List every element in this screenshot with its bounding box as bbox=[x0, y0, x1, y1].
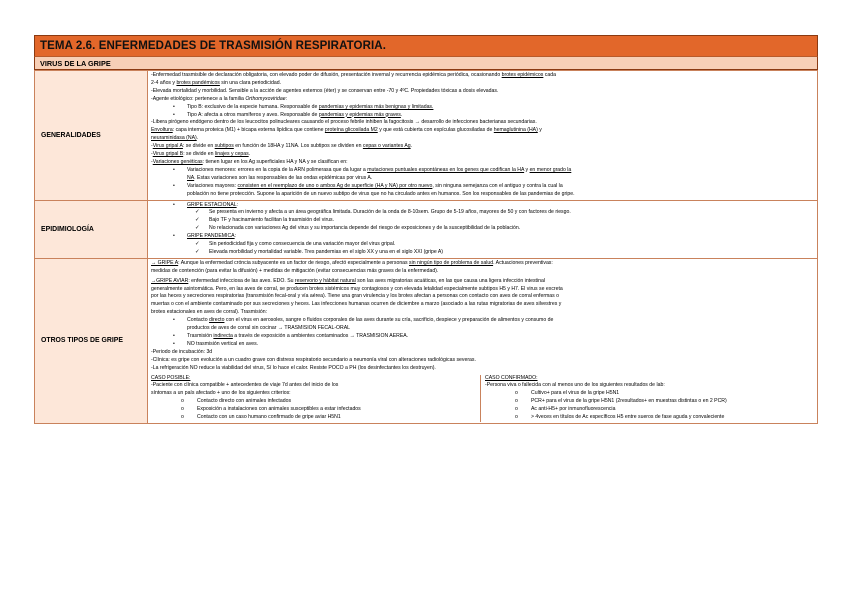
text-line: muertas o con el ambiente contaminado por sus secreciones y heces. Las infecciones humanas ocurren de diciembre a marzo (asociado a las rutas migratorias de aves silvestres y bbox=[151, 301, 562, 308]
text-line: -Virus gripal B: se divide en linajes y cepas. bbox=[151, 151, 251, 158]
text-line: 2-4 años y brotes pandémicos sin una clara periodicidad. bbox=[151, 79, 282, 86]
text-line: Envoltura: capa interna proteica (M1) + bicapa externa lipídica que contiene proteína glicosilada M2 y que está cubierta con espículas glucosiladas de hemaglutinina (HA) y bbox=[151, 127, 542, 134]
check-item: ✓ Sin periodicidad fija y como consecuencia de una variación mayor del virus gripal. bbox=[151, 241, 814, 249]
section-subtitle: VIRUS DE LA GRIPE bbox=[34, 56, 818, 70]
caso-posible-heading: CASO POSIBLE: bbox=[151, 374, 191, 381]
case-definitions bbox=[151, 375, 814, 422]
text-line: productos de aves de corral sin cocinar → TRASMISION FECAL-ORAL bbox=[187, 325, 351, 332]
check-item: ✓ Se presenta en invierno y afecta a un área geográfica limitada. Duración de la onda de 8-10sem. Grupo de 5-19 años, mayores de 50 y con factores de riesgo. bbox=[151, 209, 814, 217]
bullet-item: • Tipo B: exclusivo de la especie humana. Responsable de pandemias y epidemias más benignas y limitadas. bbox=[151, 104, 814, 112]
text-line: → GRIPE A: Aunque la enfermedad cróncia subyacente es un factor de riesgo, afectó especialmente a personas sin ningún tipo de problema de salud. Actuaciones preventivas: bbox=[151, 259, 553, 266]
row-generalidades bbox=[35, 71, 818, 201]
list-item: o Exposición a instalaciones con animales susceptibles a estar infectados bbox=[151, 406, 480, 414]
list-item: o Cultivo+ para el virus de la gripe H5N1 bbox=[485, 390, 814, 398]
text-line: →GRIPE AVIAR: enfermedad infecciosa de las aves. EDO. Su reservorio y hábitat natural son las aves migratorias acuáticas, en las que causa una ligera infección intestinal bbox=[151, 277, 545, 284]
bullet-item: • Tipo A: afecta a otros mamíferos y aves. Responsable de pandemias y epidemias más graves. bbox=[151, 112, 814, 120]
label-generalidades: GENERALIDADES bbox=[35, 71, 148, 201]
text-line: generalmente asintomática. Pero, en las aves de corral, se producen brotes sistémicos muy contagiosos y con elevada letalidad especialmente subtipos H5 y H7. El virus se excreta bbox=[151, 285, 563, 292]
text-line: -Periodo de incubación: 3d bbox=[151, 348, 213, 355]
text-line: -Libera pirógeno endógeno dentro de los leucocitos polinucleares causando el proceso febrile inhiben la fagocitosis → desarrollo de infecciones bacterianas secundarias. bbox=[151, 119, 537, 126]
list-item: o Contacto con un caso humano confirmado de gripe aviar H5N1 bbox=[151, 414, 480, 422]
text-line: -Agente etiológico: pertenece a la familia Orthomyxoviridae: bbox=[151, 95, 288, 102]
bullet-item: • Variaciones mayores: consisten en el reemplazo de uno o ambos Ag de superficie (HA y NA) por otro nuevo, sin ninguna semejanza con el antiguo y contra la cual la bbox=[151, 183, 814, 191]
summary-table bbox=[34, 70, 818, 424]
text-line: NA. Estas variaciones son las responsables de las ondas epidémicas por virus A. bbox=[187, 174, 373, 181]
check-item: ✓ Elevada morbilidad y mortalidad variable. Tres pandemias en el siglo XX y una en el siglo XXI (gripe A) bbox=[151, 249, 814, 257]
bullet-item: • Contacto directo con el virus en aerosoles, sangre o fluidos corporales de las aves durante su cría, sacrificio, despiece y preparación de alimentos y consumo de bbox=[151, 317, 814, 325]
bullet-heading: • GRIPE PANDÉMICA: bbox=[151, 233, 814, 241]
list-item: o > 4veces en títulos de Ac específicos H5 entre sueros de fase aguda y convaleciente bbox=[485, 414, 814, 422]
row-otros-tipos bbox=[35, 258, 818, 423]
list-item: o Contacto directo con animales infectados bbox=[151, 398, 480, 406]
content-epidemiologia bbox=[148, 200, 818, 258]
text-line: neuraminidasa (NA). bbox=[151, 135, 199, 142]
text-line: -Paciente con clínica compatible + antecedentes de viaje 7d antes del inicio de los bbox=[151, 382, 339, 389]
list-item: o PCR+ para el virus de la gripe H5N1 (2resultados+ en muestras distintas o en 2 PCR) bbox=[485, 398, 814, 406]
content-otros-tipos bbox=[148, 258, 818, 423]
bullet-item: • NO trasmisión vertical en aves. bbox=[151, 341, 814, 349]
text-line: -La refrigeración NO reduce la viabilidad del virus, Sí lo hace el calor. Resiste POCO a PH (los desinfectantes los destruyen). bbox=[151, 364, 436, 371]
check-item: ✓ Bajo TF y hacinamiento facilitan la trasmisión del virus. bbox=[151, 217, 814, 225]
document-title: TEMA 2.6. ENFERMEDADES DE TRASMISIÓN RESPIRATORIA. bbox=[34, 35, 818, 56]
text-line: síntomas a un país afectado + uno de los siguientes criterios: bbox=[151, 390, 291, 397]
text-line: -Enfermedad trasmisible de declaración obligatoria, con elevado poder de difusión, presentación invernal y recurrencia epidémica periódica, ocasionando brotes epidémicos cada bbox=[151, 72, 556, 78]
content-generalidades bbox=[148, 71, 818, 201]
bullet-item: • Variaciones menores: errores en la copia de la ARN polimerasa que da lugar a mutaciones puntuales espontáneas en los genes que codifican la HA y en menor grado la bbox=[151, 167, 814, 175]
label-epidemiologia: EPIDIMIOLOGÍA bbox=[35, 200, 148, 258]
text-line: brotes estacionales en aves de corral). Trasmisión: bbox=[151, 309, 268, 316]
text-line: población no tiene protección. Supone la aparición de un nuevo subtipo de virus que no ha circulado antes en humanos. Son los responsables de las pandemias de gripe. bbox=[187, 190, 575, 197]
text-line: medidas de contención (para evitar la difusión) + medidas de mitigación (evitar consecuencias más graves de la enfermedad). bbox=[151, 267, 439, 274]
label-otros-tipos: OTROS TIPOS DE GRIPE bbox=[35, 258, 148, 423]
document-page bbox=[34, 35, 818, 424]
caso-confirmado bbox=[480, 375, 814, 422]
text-line: -Persona viva o fallecida con al menos uno de los siguientes resultados de lab: bbox=[485, 382, 665, 389]
caso-posible bbox=[151, 375, 480, 422]
bullet-item: • Trasmisión indirecta a través de exposición a ambientes contaminados → TRASMISIÓN AÉREA. bbox=[151, 333, 814, 341]
text-line: por las heces y secreciones respiratorias (transmisión fecal-oral y vía aérea). Tiene una gran virulencia y los brotes afectan a personas con contacto con aves de corral enfermas o bbox=[151, 293, 560, 300]
text-line: -Elevada mortalidad y morbilidad. Sensible a la acción de agentes externos (éter) y se conservan entre -70 y 4ºC. Propiedades tóxicas a dosis elevadas. bbox=[151, 87, 499, 94]
text-line: -Virus gripal A: se divide en subtipos en función de 18HA y 11NA. Los subtipos se dividen en cepas o variantes Ag. bbox=[151, 143, 413, 150]
bullet-heading: • GRIPE ESTACIONAL: bbox=[151, 202, 814, 210]
text-line: -Variaciones genéticas: tienen lugar en los Ag superficiales HA y NA y se clasifican en: bbox=[151, 158, 348, 165]
caso-confirmado-heading: CASO CONFIRMADO: bbox=[485, 374, 538, 381]
row-epidemiologia bbox=[35, 200, 818, 258]
list-item: o Ac anti-H5+ por inmunofluorescencia bbox=[485, 406, 814, 414]
check-item: ✓ No relacionada con variaciones Ag del virus y su importancia depende del riesgo de exposiciones y de la susceptibilidad de la población. bbox=[151, 225, 814, 233]
text-line: -Clínica: es gripe con evolución a un cuadro grave con distress respiratorio secundario a neumonía viral con alteraciones radiológicas severas. bbox=[151, 356, 476, 363]
